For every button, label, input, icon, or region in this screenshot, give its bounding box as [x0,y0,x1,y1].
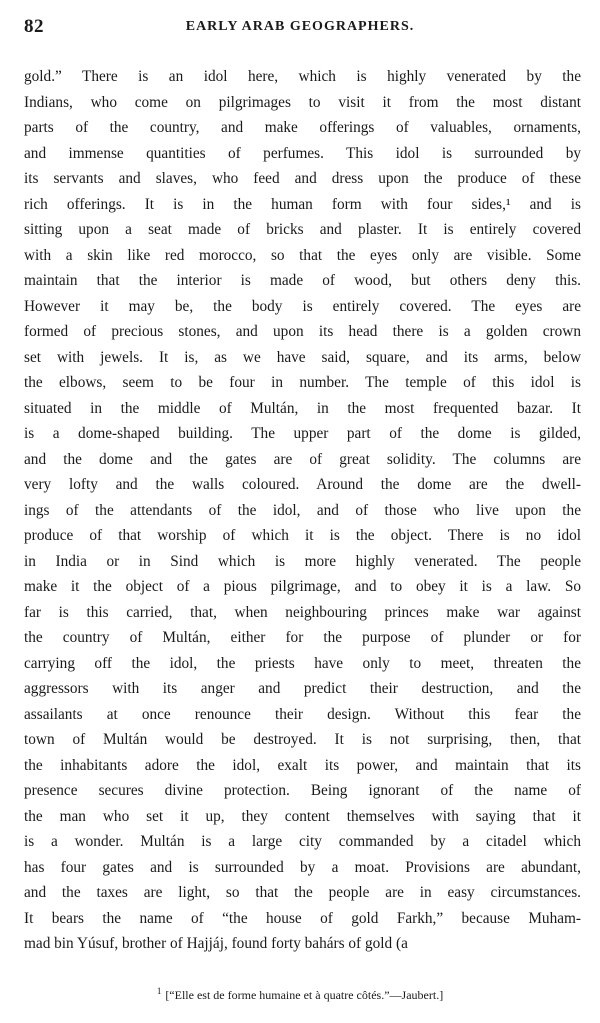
running-head: EARLY ARAB GEOGRAPHERS. [185,19,415,34]
text-line: rich offerings. It is in the human form with four sides,¹ and is [24,195,581,213]
text-line: make it the object of a pious pilgrimage, and to obey it is a law. So [24,578,581,595]
text-line: carrying off the idol, the priests have only to meet, threaten the [24,654,581,672]
text-line: maintain that the interior is made of wood, but others deny this. [24,272,581,289]
text-line: the inhabitants adore the idol, exalt its power, and maintain that its [24,756,581,774]
text-line: presence secures divine protection. Being ignorant of the name of [24,782,581,799]
text-line: formed of precious stones, and upon its head there is a golden crown [24,323,581,340]
text-line: situated in the middle of Multán, in the most frequented bazar. It [24,399,581,417]
page-number: 82 [24,16,44,37]
text-line: is a wonder. Multán is a large city commanded by a citadel which [24,833,581,850]
text-line: parts of the country, and make offerings of valuables, ornaments, [24,119,581,136]
text-line: town of Multán would be destroyed. It is not surprising, then, that [24,731,581,748]
text-line: has four gates and is surrounded by a moat. Provisions are abundant, [24,858,581,876]
text-line: sitting upon a seat made of bricks and plaster. It is entirely covered [24,221,581,238]
text-line: However it may be, the body is entirely covered. The eyes are [24,297,581,315]
text-line: far is this carried, that, when neighbouring princes make war against [24,603,581,621]
text-line: and immense quantities of perfumes. This idol is surrounded by [24,144,581,162]
text-line: in India or in Sind which is more highly venerated. The people [24,552,581,570]
text-line: Indians, who come on pilgrimages to visit it from the most distant [24,93,581,111]
text-line: the elbows, seem to be four in number. The temple of this idol is [24,374,581,391]
footnote-mark: 1 [156,986,162,996]
footnote [0,986,600,1003]
footnote-text: [“Elle est de forme humaine et à quatre côtés.”—Jaubert.] [165,988,444,1002]
text-line: its servants and slaves, who feed and dress upon the produce of these [24,170,581,187]
text-line: produce of that worship of which it is the object. There is no idol [24,527,581,544]
text-line: aggressors with its anger and predict their destruction, and the [24,680,581,697]
text-line: is a dome-shaped building. The upper part of the dome is gilded, [24,425,581,442]
text-line: ings of the attendants of the idol, and of those who live upon the [24,501,581,519]
body-text [24,64,581,957]
text-line: very lofty and the walls coloured. Around the dome are the dwell- [24,476,581,493]
text-line: It bears the name of “the house of gold Farkh,” because Muham- [24,909,581,927]
text-line: the man who set it up, they content themselves with saying that it [24,807,581,825]
text-line: and the taxes are light, so that the people are in easy circumstances. [24,884,581,901]
text-line: the country of Multán, either for the purpose of plunder or for [24,629,581,646]
text-line: set with jewels. It is, as we have said, square, and its arms, below [24,348,581,366]
text-line: and the dome and the gates are of great solidity. The columns are [24,450,581,468]
page-header [24,16,576,38]
text-line: assailants at once renounce their design. Without this fear the [24,705,581,723]
text-line: with a skin like red morocco, so that the eyes only are visible. Some [24,246,581,264]
text-line: gold.” There is an idol here, which is highly venerated by the [24,68,581,85]
text-line: mad bin Yúsuf, brother of Hajjáj, found forty bahárs of gold (a [24,935,408,952]
